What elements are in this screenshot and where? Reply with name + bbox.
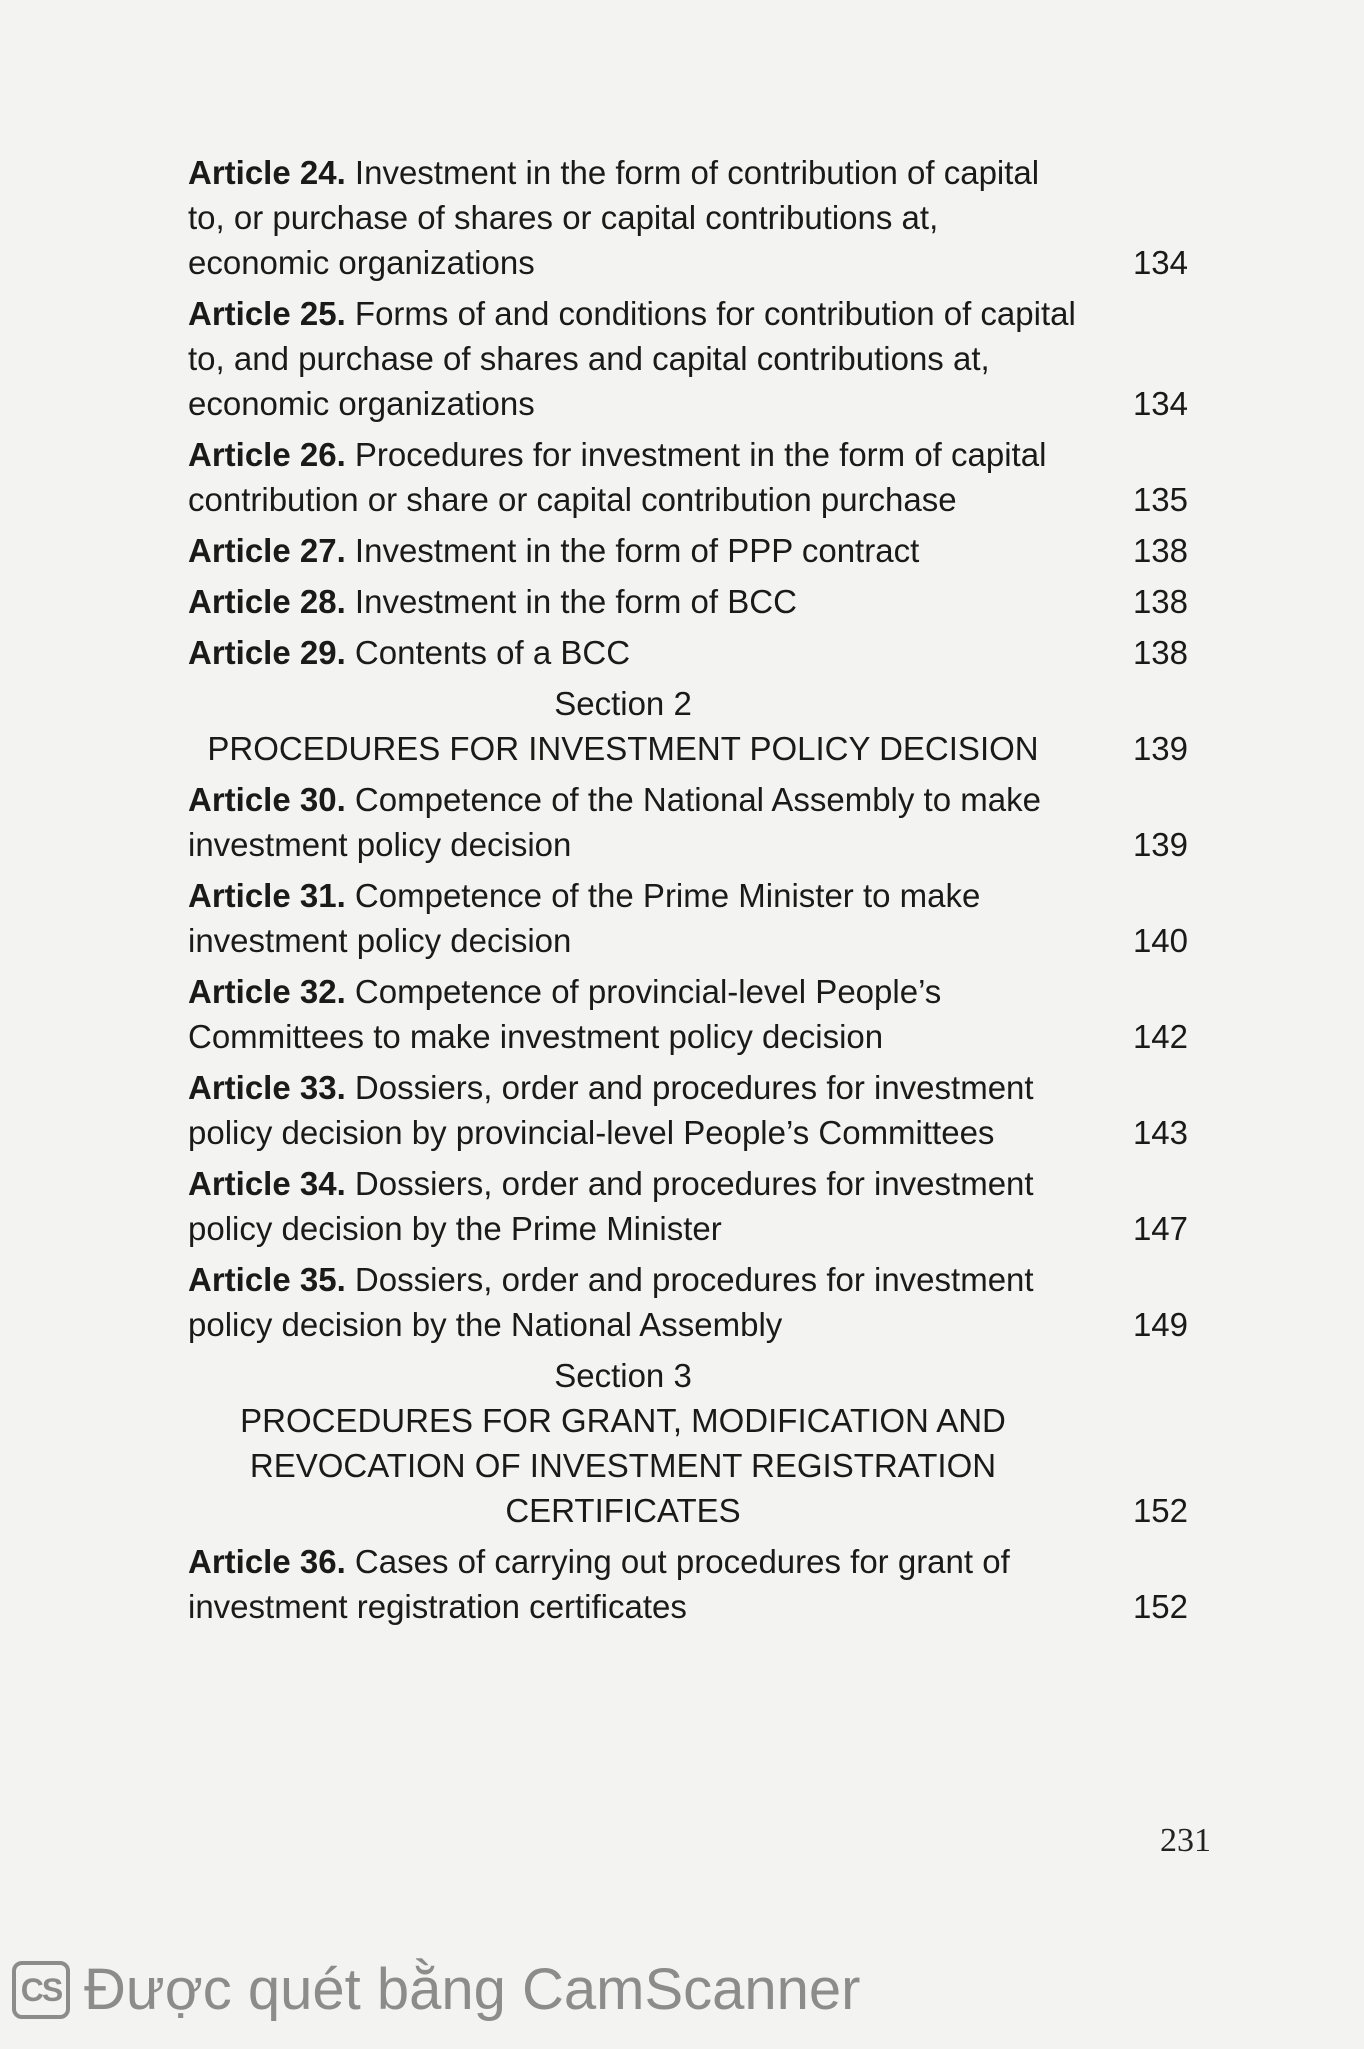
page-ref: 139 (1132, 826, 1188, 863)
section-title: Section 2 (554, 685, 692, 722)
page-ref: 135 (1132, 481, 1188, 518)
page-ref: 139 (1132, 730, 1188, 767)
section-heading: PROCEDURES FOR INVESTMENT POLICY DECISION (207, 730, 1039, 767)
toc-entry-article-31 (188, 873, 1208, 963)
camscanner-watermark (12, 1956, 861, 2023)
page-ref: 138 (1132, 583, 1188, 620)
section-3-header (188, 1353, 1208, 1533)
table-of-contents (188, 150, 1208, 1635)
toc-entry-article-28 (188, 579, 1208, 624)
page-ref: 134 (1132, 244, 1188, 281)
toc-entry-article-32 (188, 969, 1208, 1059)
article-label: Article 32. (188, 973, 346, 1010)
section-2-header (188, 681, 1208, 771)
article-label: Article 35. (188, 1261, 346, 1298)
page-ref: 147 (1132, 1210, 1188, 1247)
page-ref: 149 (1132, 1306, 1188, 1343)
page-number: 231 (1160, 1822, 1211, 1859)
article-title: Competence of the National Assembly to make investment policy decision (188, 781, 1041, 863)
article-title: Forms of and conditions for contribution of capital to, and purchase of shares and capital contributions at, economic organizations (188, 295, 1076, 422)
article-label: Article 27. (188, 532, 346, 569)
toc-entry-article-36 (188, 1539, 1208, 1629)
toc-entry-article-26 (188, 432, 1208, 522)
article-label: Article 26. (188, 436, 346, 473)
page-ref: 143 (1132, 1114, 1188, 1151)
toc-entry-article-30 (188, 777, 1208, 867)
page-ref: 142 (1132, 1018, 1188, 1055)
article-label: Article 34. (188, 1165, 346, 1202)
camscanner-logo-icon: CS (12, 1961, 70, 2019)
article-title: Investment in the form of PPP contract (354, 532, 920, 569)
article-label: Article 30. (188, 781, 346, 818)
section-title: Section 3 (554, 1357, 692, 1394)
article-title: Competence of provincial-level People’s Committees to make investment policy decision (188, 973, 942, 1055)
watermark-text: Được quét bằng CamScanner (84, 1957, 861, 2022)
article-label: Article 31. (188, 877, 346, 914)
page-ref: 152 (1132, 1492, 1188, 1529)
page-ref: 138 (1132, 532, 1188, 569)
toc-entry-article-34 (188, 1161, 1208, 1251)
article-title: Procedures for investment in the form of capital contribution or share or capital contribution purchase (188, 436, 1047, 518)
toc-entry-article-29 (188, 630, 1208, 675)
article-title: Investment in the form of BCC (354, 583, 797, 620)
toc-entry-article-24 (188, 150, 1208, 285)
article-label: Article 25. (188, 295, 346, 332)
toc-entry-article-25 (188, 291, 1208, 426)
toc-entry-article-27 (188, 528, 1208, 573)
page-ref: 152 (1132, 1588, 1188, 1625)
page-ref: 140 (1132, 922, 1188, 959)
article-title: Cases of carrying out procedures for grant of investment registration certificates (188, 1543, 1010, 1625)
article-title: Dossiers, order and procedures for investment policy decision by provincial-level People’s Committees (188, 1069, 1034, 1151)
article-label: Article 33. (188, 1069, 346, 1106)
section-heading: PROCEDURES FOR GRANT, MODIFICATION AND REVOCATION OF INVESTMENT REGISTRATION CERTIFICATES (240, 1402, 1006, 1529)
article-label: Article 24. (188, 154, 346, 191)
page-ref: 134 (1132, 385, 1188, 422)
article-title: Competence of the Prime Minister to make investment policy decision (188, 877, 981, 959)
page-ref: 138 (1132, 634, 1188, 671)
article-title: Contents of a BCC (354, 634, 631, 671)
toc-entry-article-33 (188, 1065, 1208, 1155)
article-title: Dossiers, order and procedures for investment policy decision by the National Assembly (188, 1261, 1034, 1343)
toc-entry-article-35 (188, 1257, 1208, 1347)
article-label: Article 36. (188, 1543, 346, 1580)
article-label: Article 29. (188, 634, 346, 671)
article-title: Investment in the form of contribution of capital to, or purchase of shares or capital contributions at, economic organizations (188, 154, 1040, 281)
article-title: Dossiers, order and procedures for investment policy decision by the Prime Minister (188, 1165, 1034, 1247)
article-label: Article 28. (188, 583, 346, 620)
